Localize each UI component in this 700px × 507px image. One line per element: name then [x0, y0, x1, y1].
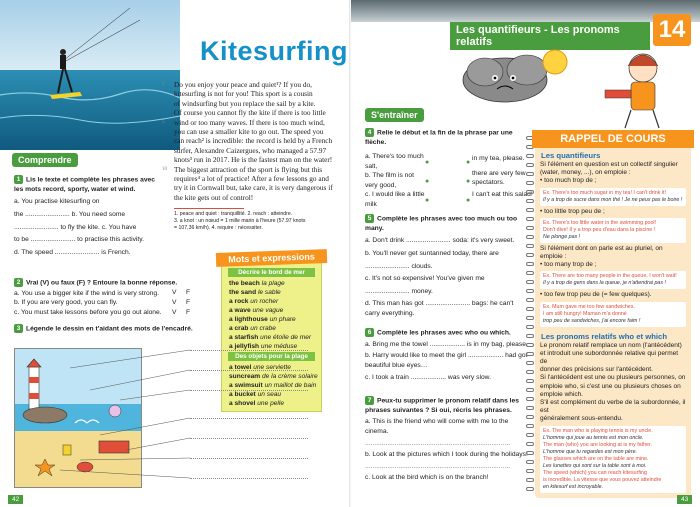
quantifiers-title: Les quantifieurs: [541, 151, 601, 160]
rule-text: Si l'élément dont on parle est au pluriel, on emploie :: [540, 244, 663, 261]
vocab-item: a jellyfish une méduse: [229, 343, 298, 350]
answer-line[interactable]: [190, 458, 308, 459]
article-line: requires⁴ a lot of practice! After a few lessons go and: [174, 174, 329, 184]
q5-line: carry everything.: [365, 310, 415, 318]
glossary-line: 1. peace and quiet : tranquillité. 2. reach : atteindre.: [174, 211, 293, 217]
question-7: [365, 396, 533, 483]
vocab-item: a bucket un seau: [229, 391, 282, 398]
q4-right-dots: ● ● ●: [466, 159, 471, 204]
line-number: 10: [162, 166, 167, 172]
answer-line[interactable]: [190, 418, 308, 419]
rule-line: emploie who, si c'est une ou plusieurs choses on: [540, 382, 681, 390]
vocab-title: Mots et expressions: [216, 249, 327, 267]
rappel-box: [535, 130, 691, 498]
rule-bullet: • too much trop de ;: [540, 177, 597, 185]
question-number: 2: [14, 278, 23, 287]
q7-line: b. Look at the pictures which I took during the holidays!: [365, 451, 528, 459]
question-number: 3: [14, 324, 23, 333]
q4-right-item[interactable]: I can't eat this salad!: [472, 190, 533, 198]
q4-left-item[interactable]: c. I would like a little milk: [365, 191, 425, 208]
true-option[interactable]: V: [172, 299, 177, 306]
q6-line[interactable]: a. Bring me the towel ................... is in my bag, please.: [365, 340, 528, 348]
glossary-line: = 107,36 km/h). 4. require : nécessiter.: [174, 225, 263, 231]
vocab-item: a swimsuit un maillot de bain: [229, 382, 317, 389]
q1-line[interactable]: d. The speed ........................ is French.: [14, 248, 131, 256]
q4-right-column: [472, 154, 534, 199]
vocab-item: a crab un crabe: [229, 325, 276, 332]
rule-line: donner des précisions sur l'antécédent.: [540, 366, 653, 374]
example-box: Ex. There's too little water in the swimming pool! Don't dive! Il y a trop peu d'eau dans la piscine ! Ne plonge pas !: [540, 218, 686, 243]
girl-character-drawing: [595, 46, 685, 130]
question-text: Complète les phrases avec too much ou too many.: [365, 215, 518, 232]
rule-line: Le pronom relatif remplace un nom (l'antécédent): [540, 341, 682, 349]
answer-line[interactable]: [190, 370, 308, 371]
vocab-item: a towel une serviette: [229, 364, 291, 371]
q1-line[interactable]: a. You practise kitesurfing on: [14, 198, 100, 206]
q2-item: b. If you are very good, you can fly.: [14, 299, 118, 307]
article-line: knots³ run in 2017. He is the fastest man on the water!: [174, 155, 333, 165]
article-line: surfer, Alexandre Caizergues, who managed a 57.97: [174, 145, 327, 155]
q1-line[interactable]: ........................ to fly the kite. c. You have: [14, 223, 137, 231]
answer-line[interactable]: ..............................................................................: [365, 439, 510, 447]
true-option[interactable]: V: [172, 309, 177, 316]
rule-line: généralement sous-entendu.: [540, 415, 623, 423]
question-3: [14, 324, 214, 334]
question-5: [365, 214, 530, 319]
q7-line: a. This is the friend who will come with me to the cinema.: [365, 418, 509, 436]
question-6: [365, 328, 533, 382]
question-number: 7: [365, 396, 374, 405]
article-line: Do you enjoy your peace and quiet¹? If you do,: [174, 80, 312, 89]
answer-line[interactable]: [190, 438, 308, 439]
entrainer-heading: S'entraîner: [365, 108, 424, 122]
article-line: kitesurfing is not for you! This sport is a cousin: [174, 89, 313, 99]
question-4: [365, 128, 525, 147]
article-line: of windsurfing but you replace the sail by a kite.: [174, 98, 316, 108]
q7-line: c. Look at the bird which is on the branch!: [365, 474, 489, 482]
answer-line[interactable]: [190, 390, 308, 391]
question-text: Lis le texte et complète les phrases avec les mots record, sporty, water et wind.: [14, 176, 155, 193]
false-option[interactable]: F: [186, 309, 191, 316]
article-text: [162, 80, 342, 202]
question-text: Complète les phrases avec who ou which.: [377, 329, 511, 337]
vocab-subtitle: Des objets pour la plage: [228, 352, 315, 361]
q5-line[interactable]: b. You'll never get suntanned today, there are: [365, 250, 499, 258]
question-1: [14, 175, 164, 257]
vocab-box: [221, 251, 322, 412]
rule-bullet: • too few trop peu de (= few quelques).: [540, 291, 652, 299]
q2-item: a. You use a bigger kite if the wind is very strong.: [14, 289, 159, 297]
relatives-title: Les pronoms relatifs who et which: [541, 331, 668, 341]
vocab-item: a starfish une étoile de mer: [229, 334, 312, 341]
q5-line[interactable]: ........................ clouds.: [365, 262, 433, 270]
line-number: 5: [162, 119, 165, 125]
question-text: Légende le dessin en t'aidant des mots de l'encadré.: [26, 325, 193, 333]
answer-line[interactable]: [190, 350, 308, 351]
example-box: Ex. Mum gave me too few sandwiches. I am still hungry! Maman m'a donné trop peu de sandwiches, j'ai encore faim !: [540, 302, 686, 327]
vocab-item: the beach la plage: [229, 280, 285, 287]
q5-line[interactable]: ........................ money.: [365, 287, 433, 295]
article-line: you can use a smaller kite to go out. The speed you: [174, 127, 324, 137]
q6-line[interactable]: c. I took a train ................... was very slow.: [365, 373, 491, 381]
vocab-item: suncream de la crème solaire: [229, 373, 318, 380]
line-number: 1: [162, 82, 165, 87]
kitesurfer-photo: [0, 0, 180, 150]
chapter-title: Les quantifieurs - Les pronoms relatifs: [450, 22, 650, 50]
vocab-item: a wave une vague: [229, 307, 284, 314]
article-line: Of course you cannot fly the kite if there is too little: [174, 108, 326, 118]
rule-line: S'il est complément du verbe de la subordonnée, il est: [540, 399, 686, 415]
rule-text: Si l'élément en question est un collectif singulier (water, money, ...), on emploie :: [540, 161, 678, 177]
q5-line[interactable]: a. Don't drink ........................ soda: it's very sweet.: [365, 237, 515, 245]
q4-right-item[interactable]: in my tea, please.: [472, 155, 525, 162]
false-option[interactable]: F: [186, 289, 191, 296]
true-option[interactable]: V: [172, 289, 177, 296]
question-number: 4: [365, 128, 374, 137]
q4-left-item[interactable]: a. There's too much salt,: [365, 153, 424, 170]
q2-item: c. You must take lessons before you go out alone.: [14, 309, 162, 317]
q6-line: beautiful blue eyes…: [365, 362, 428, 370]
page-number: 42: [8, 495, 23, 504]
page-number: 43: [677, 495, 692, 504]
article-line: can reach² is incredible: the record is held by a French: [174, 136, 333, 146]
question-text: Peux-tu supprimer le pronom relatif dans les phrases suivantes ? Si oui, récris les phrases.: [365, 397, 519, 414]
pointer-lines: [60, 340, 200, 490]
vocab-item: a rock un rocher: [229, 298, 279, 305]
false-option[interactable]: F: [186, 299, 191, 306]
page-fold: [349, 0, 351, 507]
glossary-line: 3. a knot : un nœud = 1 mille marin à l'heure (57.97 knots: [174, 218, 306, 224]
article-line: The biggest attraction of the sport is flying but this: [174, 164, 323, 174]
rule-line: emploie which.: [540, 390, 583, 398]
answer-line[interactable]: [190, 478, 308, 479]
question-text: Vrai (V) ou faux (F) ? Entoure la bonne réponse.: [26, 279, 178, 287]
example-box: Ex. There are too many people in the queue, I won't wait! Il y a trop de gens dans la queue, je n'attendrai pas !: [540, 271, 686, 289]
vocab-subtitle: Décrire le bord de mer: [228, 268, 315, 277]
q4-right-item[interactable]: there are very few spectators.: [472, 169, 526, 187]
q1-line[interactable]: the ........................ b. You need some: [14, 211, 126, 219]
q6-line[interactable]: b. Harry would like to meet the girl ................... had got: [365, 352, 528, 360]
article-line: try it in Cornwall but, take care, it is very dangerous if: [174, 183, 333, 193]
article-line: the kite gets out of control!: [174, 192, 254, 202]
example-box: Ex. There's too much sugar in my tea! I can't drink it! Il y a trop de sucre dans mon thé ! Je ne peux pas le boire !: [540, 188, 686, 206]
vocab-item: the sand le sable: [229, 289, 281, 296]
cloud-character-drawing: [455, 42, 575, 114]
vocab-item: a shovel une pelle: [229, 400, 284, 407]
vocab-item: a lighthouse un phare: [229, 316, 296, 323]
page-title: Kitesurfing: [200, 36, 349, 66]
divider: [174, 208, 244, 209]
rule-line: Si l'antécédent est une ou plusieurs personnes, on: [540, 374, 686, 382]
answer-line[interactable]: ..............................................................................: [365, 462, 510, 470]
q1-line[interactable]: to be ........................ to practise this activity.: [14, 236, 144, 244]
question-number: 5: [365, 214, 374, 223]
q5-line[interactable]: d. This man has got ........................ bags: he can't: [365, 300, 514, 308]
rule-bullet: • too many trop de ;: [540, 261, 597, 269]
rule-line: et introduit une subordonnée relative qui permet de: [540, 349, 679, 366]
article-line: wind or too many waves. If there is too much wind,: [174, 117, 325, 127]
rule-bullet: • too little trop peu de ;: [540, 207, 605, 215]
glossary: [174, 208, 344, 232]
question-text: Relie le début et la fin de la phrase par une flèche.: [365, 129, 513, 146]
q4-left-item[interactable]: b. The film is not very good,: [365, 172, 414, 189]
rappel-title: RAPPEL DE COURS: [532, 130, 694, 148]
chapter-number: 14: [653, 14, 691, 46]
comprendre-heading: Comprendre: [12, 153, 78, 167]
q4-left-column: [365, 152, 425, 210]
q5-line[interactable]: c. It's not so expensive! You've given me: [365, 275, 485, 283]
q4-left-dots: ● ● ●: [425, 159, 430, 204]
sea-photo-strip: [350, 0, 700, 22]
example-box: Ex. The man who is playing tennis is my uncle. L'homme qui joue au tennis est mon oncle. The man (who) you are looking at is my father. L'homme que tu regardes est mon père. The glasses which are on the table are mine. Les lunettes qui sont sur la table sont à moi. The speed (which) you can reach kitesurfing is incredible. La vitesse que vous pouvez atteindre en kitesurf est incroyable.: [540, 426, 686, 493]
question-number: 1: [14, 175, 23, 184]
question-number: 6: [365, 328, 374, 337]
